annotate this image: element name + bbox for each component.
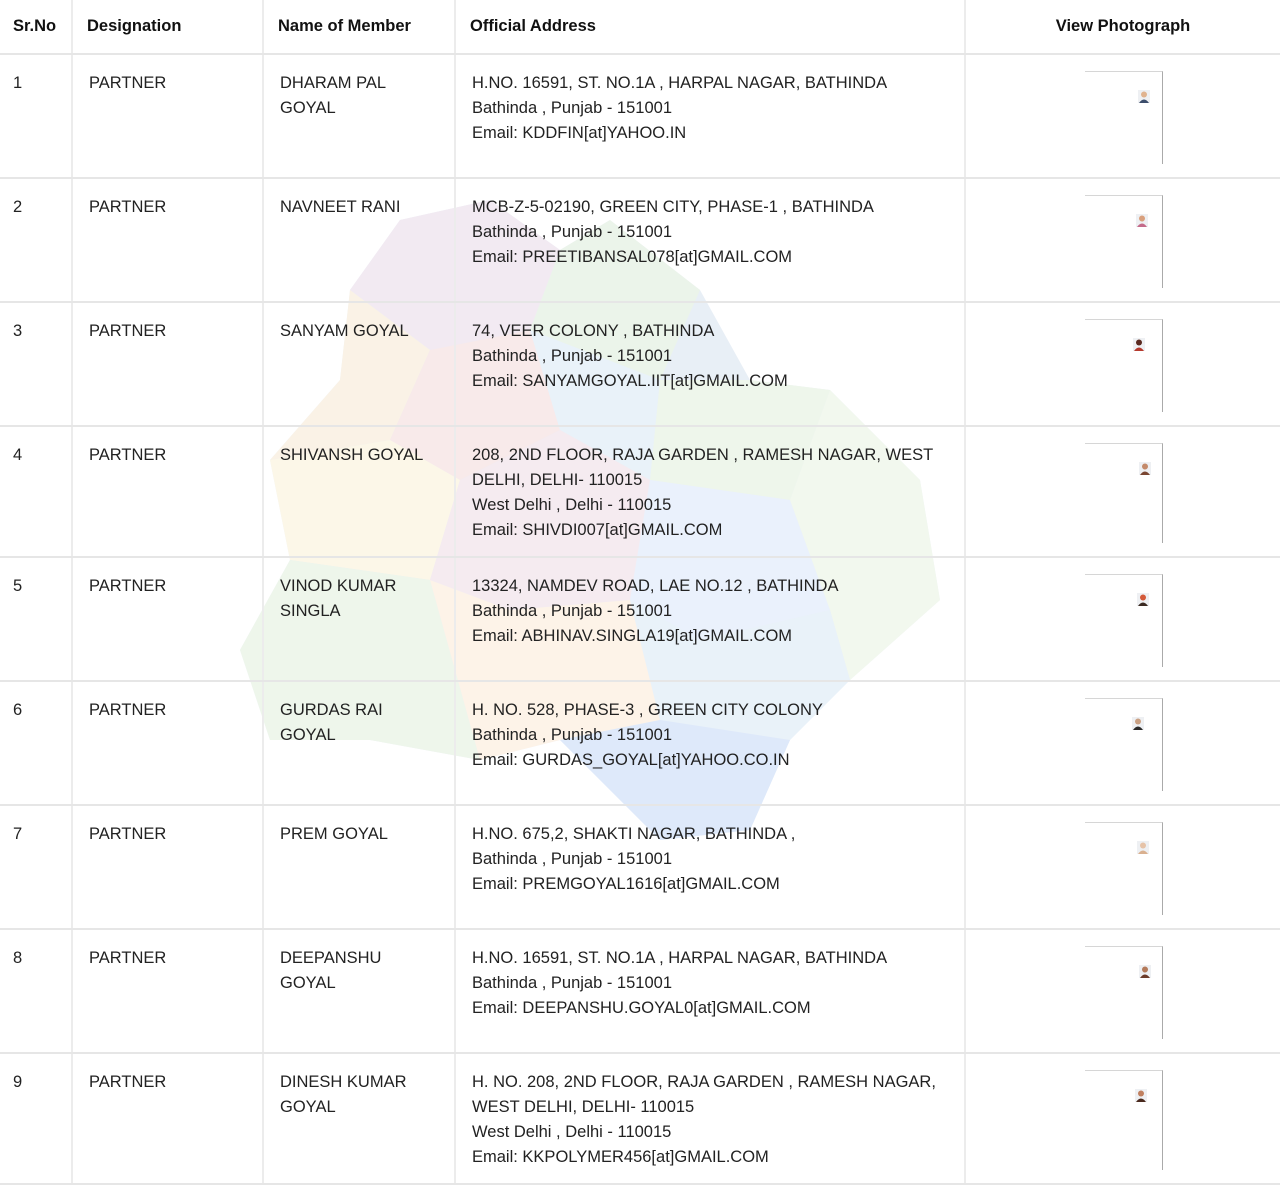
address-line: Bathinda , Punjab - 151001	[472, 347, 672, 365]
cell-member-name: DEEPANSHU GOYAL	[263, 929, 455, 1053]
cell-view-photograph	[965, 178, 1280, 302]
cell-official-address	[455, 557, 965, 681]
cell-designation: PARTNER	[72, 54, 263, 178]
table-row	[0, 929, 1280, 1053]
table-row	[0, 54, 1280, 178]
table-row	[0, 1053, 1280, 1184]
table-row	[0, 302, 1280, 426]
cell-view-photograph	[965, 929, 1280, 1053]
address-line: 74, VEER COLONY , BATHINDA	[472, 322, 715, 340]
address-line: Bathinda , Punjab - 151001	[472, 223, 672, 241]
address-line: H.NO. 16591, ST. NO.1A , HARPAL NAGAR, BATHINDA	[472, 74, 888, 92]
cell-sr-no: 1	[0, 54, 72, 178]
address-line: MCB-Z-5-02190, GREEN CITY, PHASE-1 , BATHINDA	[472, 198, 874, 216]
member-photo-thumbnail[interactable]	[1085, 71, 1163, 164]
member-photo-thumbnail[interactable]	[1085, 946, 1163, 1039]
email-line: Email: ABHINAV.SINGLA19[at]GMAIL.COM	[472, 627, 793, 645]
member-photo-thumbnail[interactable]	[1085, 822, 1163, 915]
address-line: H.NO. 16591, ST. NO.1A , HARPAL NAGAR, BATHINDA	[472, 949, 888, 967]
member-photo-thumbnail[interactable]	[1085, 319, 1163, 412]
cell-designation: PARTNER	[72, 426, 263, 557]
member-photo-icon	[1137, 593, 1149, 606]
cell-official-address	[455, 681, 965, 805]
member-photo-icon	[1133, 338, 1145, 351]
cell-member-name: DHARAM PAL GOYAL	[263, 54, 455, 178]
member-photo-icon	[1139, 965, 1151, 978]
member-photo-icon	[1136, 214, 1148, 227]
cell-member-name: DINESH KUMAR GOYAL	[263, 1053, 455, 1184]
cell-member-name: SHIVANSH GOYAL	[263, 426, 455, 557]
table-row	[0, 557, 1280, 681]
cell-designation: PARTNER	[72, 1053, 263, 1184]
address-line: 208, 2ND FLOOR, RAJA GARDEN , RAMESH NAGAR, WEST DELHI, DELHI- 110015	[472, 446, 933, 489]
cell-designation: PARTNER	[72, 929, 263, 1053]
email-line: Email: KDDFIN[at]YAHOO.IN	[472, 124, 687, 142]
email-line: Email: PREMGOYAL1616[at]GMAIL.COM	[472, 875, 780, 893]
cell-member-name: NAVNEET RANI	[263, 178, 455, 302]
cell-view-photograph	[965, 557, 1280, 681]
cell-designation: PARTNER	[72, 178, 263, 302]
cell-sr-no: 8	[0, 929, 72, 1053]
cell-sr-no: 6	[0, 681, 72, 805]
cell-official-address	[455, 178, 965, 302]
cell-view-photograph	[965, 1053, 1280, 1184]
member-photo-icon	[1137, 841, 1149, 854]
cell-view-photograph	[965, 302, 1280, 426]
table-header-row	[0, 0, 1280, 54]
address-line: Bathinda , Punjab - 151001	[472, 974, 672, 992]
email-line: Email: KKPOLYMER456[at]GMAIL.COM	[472, 1148, 769, 1166]
cell-designation: PARTNER	[72, 805, 263, 929]
cell-official-address	[455, 1053, 965, 1184]
email-line: Email: PREETIBANSAL078[at]GMAIL.COM	[472, 248, 793, 266]
header-official-address: Official Address	[455, 0, 965, 54]
table-row	[0, 805, 1280, 929]
table-row	[0, 681, 1280, 805]
email-line: Email: DEEPANSHU.GOYAL0[at]GMAIL.COM	[472, 999, 811, 1017]
member-photo-thumbnail[interactable]	[1085, 574, 1163, 667]
cell-sr-no: 4	[0, 426, 72, 557]
cell-official-address	[455, 426, 965, 557]
member-photo-thumbnail[interactable]	[1085, 443, 1163, 543]
table-row	[0, 426, 1280, 557]
member-photo-thumbnail[interactable]	[1085, 195, 1163, 288]
member-photo-thumbnail[interactable]	[1085, 698, 1163, 791]
header-view-photograph: View Photograph	[965, 0, 1280, 54]
table-row	[0, 178, 1280, 302]
address-line: H. NO. 528, PHASE-3 , GREEN CITY COLONY	[472, 701, 823, 719]
cell-view-photograph	[965, 426, 1280, 557]
cell-view-photograph	[965, 805, 1280, 929]
cell-sr-no: 3	[0, 302, 72, 426]
cell-sr-no: 7	[0, 805, 72, 929]
member-photo-icon	[1135, 1089, 1147, 1102]
address-line: West Delhi , Delhi - 110015	[472, 1123, 672, 1141]
cell-official-address	[455, 54, 965, 178]
email-line: Email: GURDAS_GOYAL[at]YAHOO.CO.IN	[472, 751, 790, 769]
cell-sr-no: 2	[0, 178, 72, 302]
cell-sr-no: 5	[0, 557, 72, 681]
email-line: Email: SHIVDI007[at]GMAIL.COM	[472, 521, 723, 539]
address-line: Bathinda , Punjab - 151001	[472, 850, 672, 868]
cell-official-address	[455, 302, 965, 426]
cell-official-address	[455, 929, 965, 1053]
member-photo-icon	[1138, 90, 1150, 103]
member-photo-icon	[1132, 717, 1144, 730]
cell-view-photograph	[965, 54, 1280, 178]
address-line: 13324, NAMDEV ROAD, LAE NO.12 , BATHINDA	[472, 577, 839, 595]
header-designation: Designation	[72, 0, 263, 54]
cell-designation: PARTNER	[72, 557, 263, 681]
email-line: Email: SANYAMGOYAL.IIT[at]GMAIL.COM	[472, 372, 788, 390]
cell-official-address	[455, 805, 965, 929]
cell-member-name: VINOD KUMAR SINGLA	[263, 557, 455, 681]
address-line: Bathinda , Punjab - 151001	[472, 99, 672, 117]
cell-view-photograph	[965, 681, 1280, 805]
header-sr-no: Sr.No	[0, 0, 72, 54]
cell-sr-no: 9	[0, 1053, 72, 1184]
cell-designation: PARTNER	[72, 681, 263, 805]
cell-member-name: PREM GOYAL	[263, 805, 455, 929]
cell-member-name: SANYAM GOYAL	[263, 302, 455, 426]
member-photo-icon	[1139, 462, 1151, 475]
address-line: H. NO. 208, 2ND FLOOR, RAJA GARDEN , RAMESH NAGAR, WEST DELHI, DELHI- 110015	[472, 1073, 936, 1116]
cell-member-name: GURDAS RAI GOYAL	[263, 681, 455, 805]
address-line: West Delhi , Delhi - 110015	[472, 496, 672, 514]
address-line: H.NO. 675,2, SHAKTI NAGAR, BATHINDA ,	[472, 825, 796, 843]
address-line: Bathinda , Punjab - 151001	[472, 726, 672, 744]
member-photo-thumbnail[interactable]	[1085, 1070, 1163, 1170]
address-line: Bathinda , Punjab - 151001	[472, 602, 672, 620]
header-member-name: Name of Member	[263, 0, 455, 54]
cell-designation: PARTNER	[72, 302, 263, 426]
